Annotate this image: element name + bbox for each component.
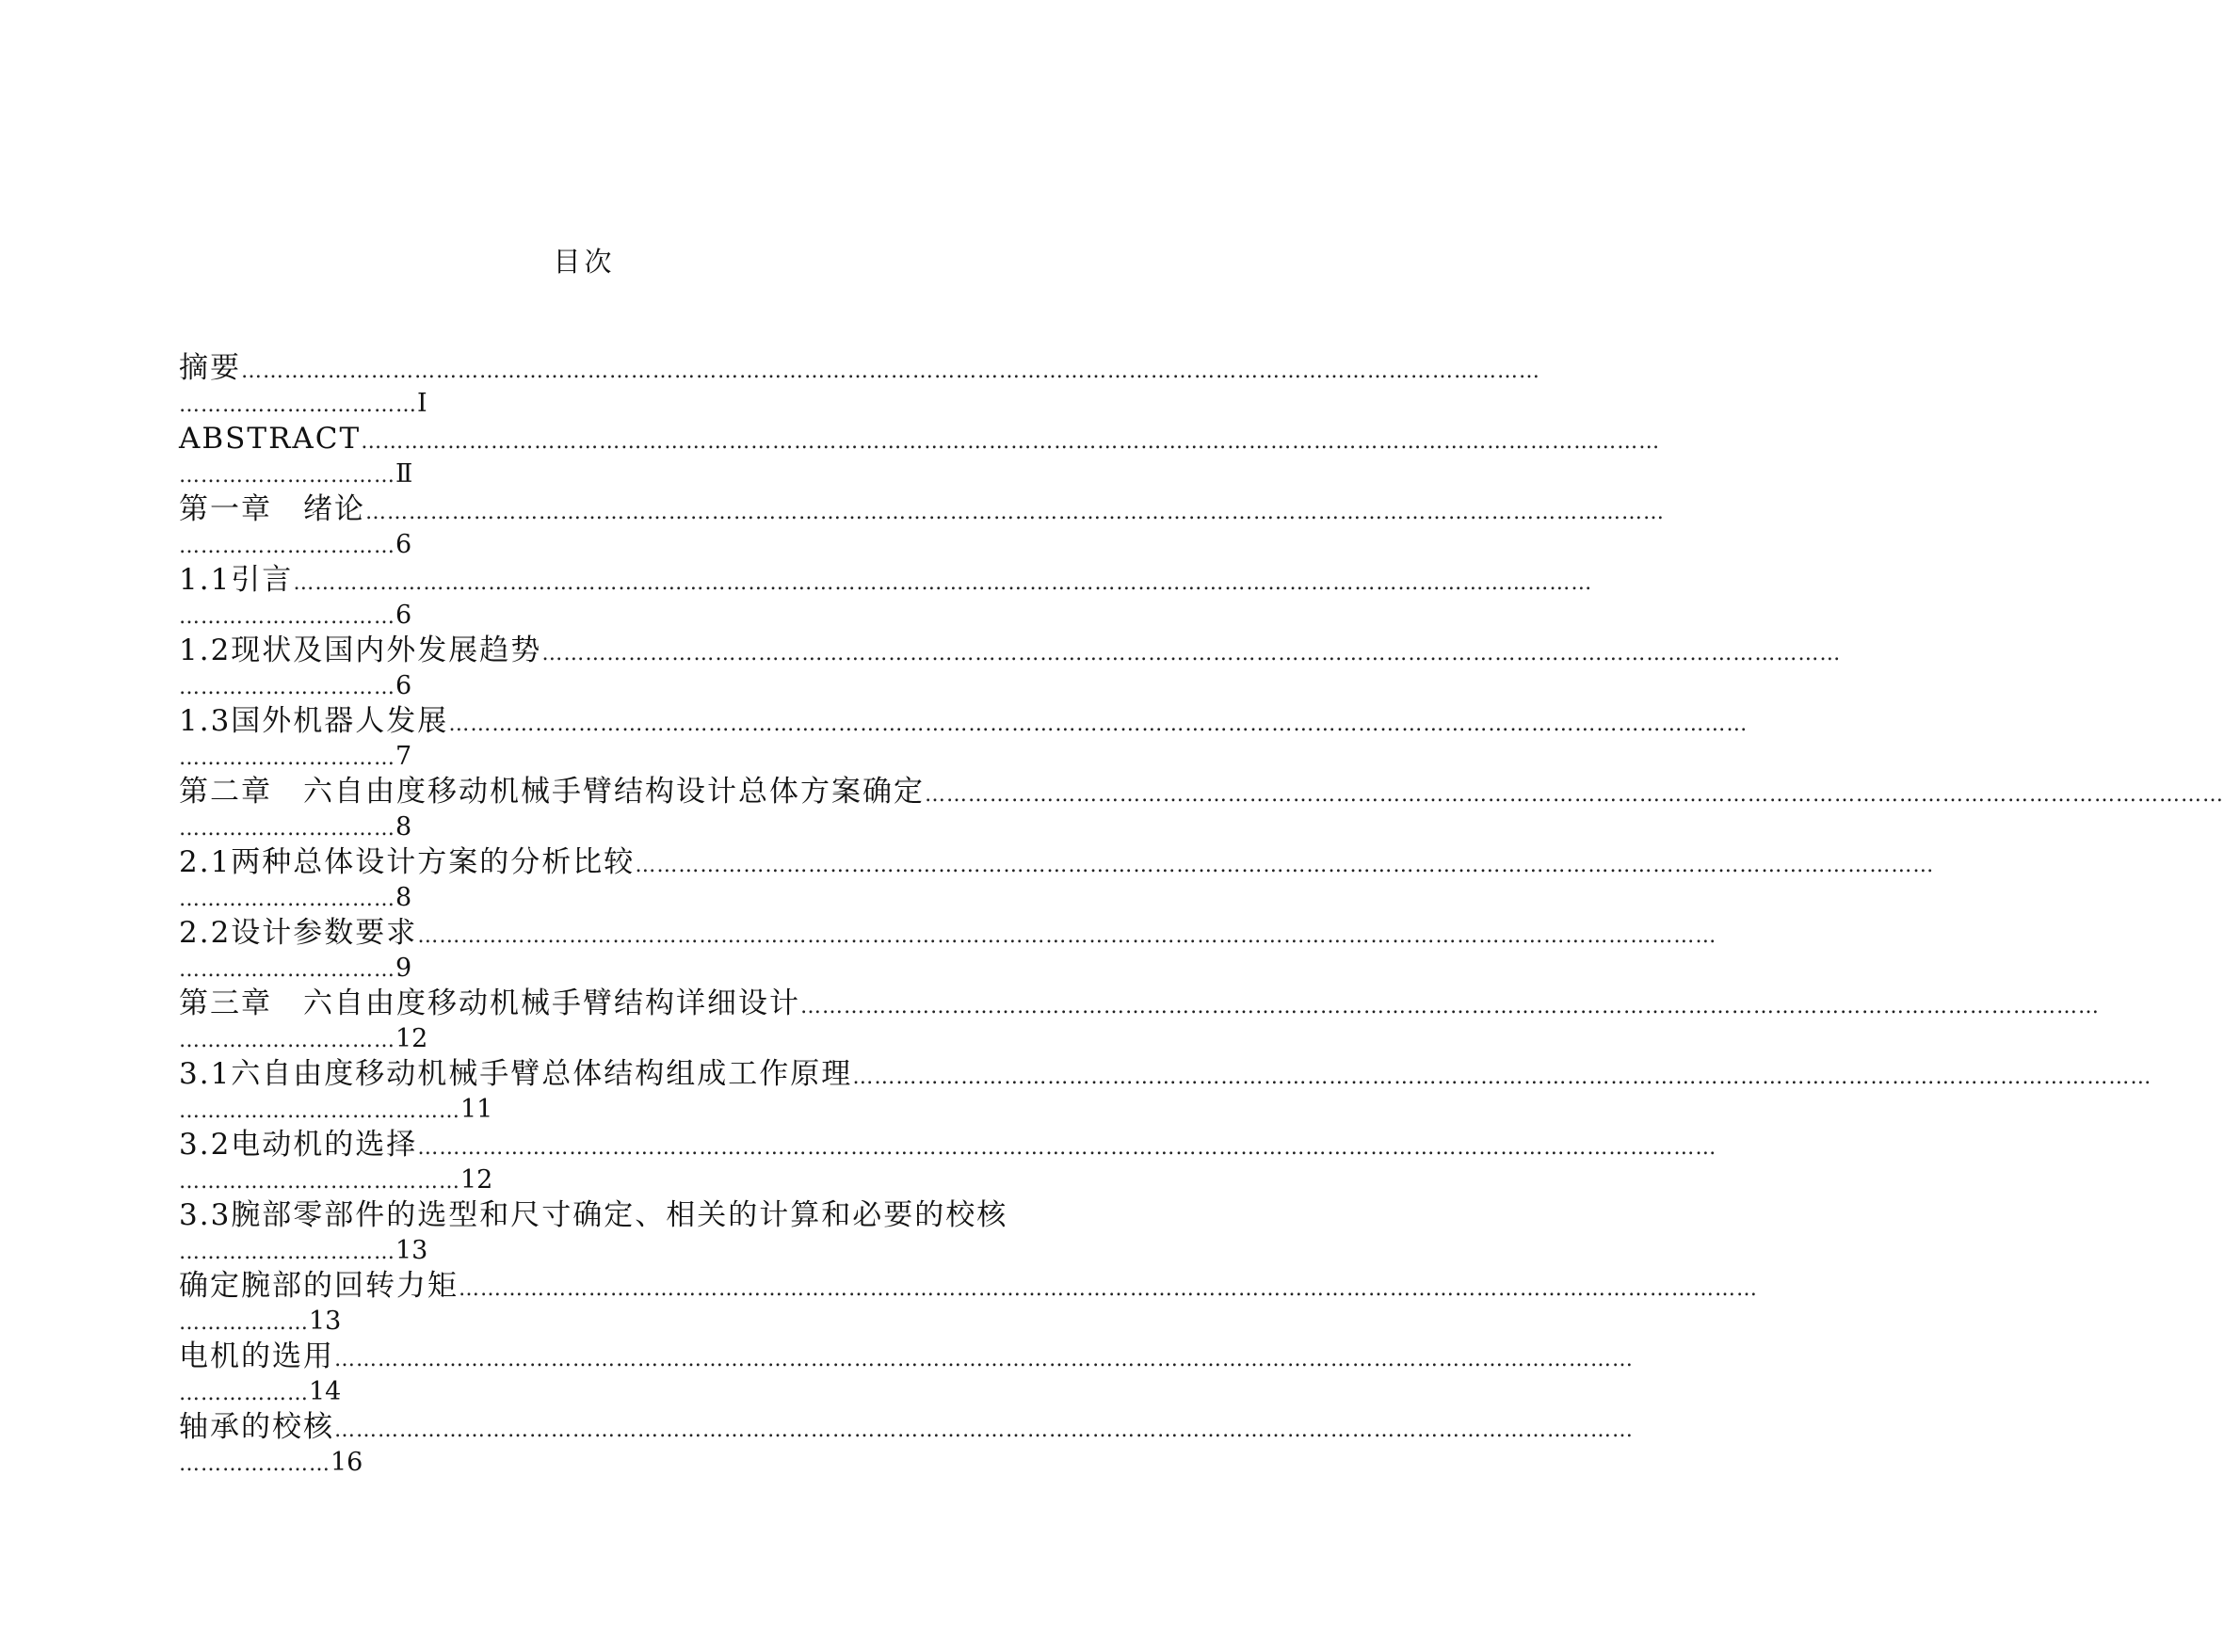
toc-page-number: 14 [309, 1377, 342, 1406]
toc-entry-page-line [179, 810, 1007, 844]
toc-entry-label: 2.2设计参数要求 [179, 916, 418, 950]
toc-leader-dots-tail: ……………… [179, 1311, 309, 1335]
toc-leader-dots-tail: …………………………… [179, 393, 417, 417]
toc-entry[interactable] [179, 562, 1593, 633]
toc-entry[interactable] [179, 1409, 1634, 1480]
toc-leader-dots: ……………………………………………………………………………………………………………………………………………………………… [241, 360, 1540, 383]
toc-leader-dots-tail: ………………… [179, 1452, 330, 1476]
toc-entry-heading-line [179, 1197, 1007, 1233]
toc-entry-page-line [179, 527, 1007, 562]
toc-entry-label: ABSTRACT [179, 422, 362, 456]
toc-leader-dots: ……………………………………………………………………………………………………………………………………………………………… [852, 1066, 2152, 1089]
toc-entry-label: 1.3国外机器人发展 [179, 704, 449, 738]
toc-entry-heading-line [179, 1056, 2152, 1092]
toc-leader-dots-tail: ………………………… [179, 817, 395, 841]
toc-page-number: 13 [395, 1236, 428, 1265]
toc-leader-dots: ……………………………………………………………………………………………………………………………………………………………… [417, 1136, 1717, 1160]
toc-leader-dots-tail: ………………………… [179, 605, 395, 629]
toc-entry-heading-line [179, 915, 1717, 951]
toc-entry-label: 确定腕部的回转力矩 [179, 1269, 459, 1303]
toc-page-number: Ⅰ [417, 389, 427, 418]
toc-entry[interactable] [179, 703, 1749, 774]
toc-entry-heading-line [179, 491, 1665, 527]
toc-entry-page-line [179, 951, 1007, 986]
toc-leader-dots-tail: ……………… [179, 1382, 309, 1405]
toc-entry-heading-line [179, 844, 1935, 880]
toc-leader-dots-tail: ………………………… [179, 888, 395, 911]
toc-entry-label: 轴承的校核 [179, 1410, 334, 1444]
toc-page-number: 11 [460, 1095, 493, 1124]
toc-leader-dots-tail: ………………………… [179, 1241, 395, 1264]
toc-leader-dots-tail: ………………………………… [179, 1099, 460, 1123]
toc-entry[interactable] [179, 1197, 1007, 1268]
toc-entry[interactable] [179, 421, 1661, 491]
toc-leader-dots: ……………………………………………………………………………………………………………………………………………………………… [635, 854, 1935, 877]
toc-entry-page-line [179, 1304, 1007, 1339]
toc-entry-label: 2.1两种总体设计方案的分析比较 [179, 845, 636, 879]
toc-entry-label: 摘要 [179, 351, 241, 385]
toc-page-number: 8 [395, 812, 412, 842]
toc-entry[interactable] [179, 844, 1935, 915]
toc-entry-heading-line [179, 986, 2100, 1021]
toc-page-number: 9 [395, 954, 412, 983]
toc-entry-page-line [179, 1021, 1007, 1056]
toc-leader-dots: ……………………………………………………………………………………………………………………………………………………………… [293, 571, 1593, 595]
toc-entry-heading-line [179, 1409, 1634, 1445]
toc-leader-dots: ……………………………………………………………………………………………………………………………………………………………… [334, 1419, 1634, 1442]
toc-entry-label: 第一章 绪论 [179, 492, 365, 526]
toc-leader-dots: ……………………………………………………………………………………………………………………………………………………………… [361, 430, 1661, 454]
toc-entry-label: 3.1六自由度移动机械手臂总体结构组成工作原理 [179, 1057, 853, 1091]
toc-page-number: 7 [395, 742, 412, 771]
toc-leader-dots-tail: ………………………… [179, 535, 395, 558]
toc-entry[interactable] [179, 491, 1665, 562]
page-title: 目次 [553, 246, 616, 278]
toc-leader-dots-tail: ………………………………… [179, 1170, 460, 1194]
toc-entry-heading-line [179, 350, 1540, 386]
toc-page-number: 6 [395, 601, 412, 630]
toc-entry-label: 第三章 六自由度移动机械手臂结构详细设计 [179, 986, 800, 1020]
toc-page-number: 13 [309, 1307, 342, 1336]
toc-entry-heading-line [179, 633, 1842, 668]
toc-entry[interactable] [179, 986, 2100, 1056]
toc-entry-heading-line [179, 1339, 1634, 1374]
toc-entry[interactable] [179, 915, 1717, 986]
toc-entry-page-line [179, 668, 1007, 703]
toc-leader-dots: ……………………………………………………………………………………………………………………………………………………………… [448, 713, 1749, 736]
toc-entry[interactable] [179, 1339, 1634, 1409]
toc-page-number: 12 [460, 1165, 493, 1195]
toc-entry-page-line [179, 598, 1007, 633]
toc-leader-dots: ……………………………………………………………………………………………………………………………………………………………… [925, 783, 2224, 807]
toc-entry-label: 1.2现状及国内外发展趋势 [179, 634, 542, 667]
toc-entry-label: 1.1引言 [179, 563, 294, 597]
toc-leader-dots-tail: ………………………… [179, 464, 395, 488]
toc-leader-dots: ……………………………………………………………………………………………………………………………………………………………… [800, 995, 2100, 1018]
toc-entry-page-line [179, 739, 1007, 774]
toc-entry-label: 电机的选用 [179, 1339, 334, 1373]
toc-entry-page-line [179, 1233, 1007, 1268]
toc-entry-heading-line [179, 1127, 1717, 1163]
toc-leader-dots: ……………………………………………………………………………………………………………………………………………………………… [365, 501, 1665, 524]
toc-entry-heading-line [179, 774, 2224, 810]
toc-page-number: 12 [395, 1024, 428, 1053]
toc-entry[interactable] [179, 633, 1842, 703]
toc-leader-dots: ……………………………………………………………………………………………………………………………………………………………… [417, 924, 1717, 948]
toc-entry-page-line [179, 386, 1007, 421]
table-of-contents [179, 350, 2224, 1480]
toc-entry-label: 3.2电动机的选择 [179, 1128, 418, 1162]
toc-leader-dots-tail: ………………………… [179, 746, 395, 770]
toc-entry[interactable] [179, 1127, 1717, 1197]
toc-entry-heading-line [179, 703, 1749, 739]
toc-entry-heading-line [179, 421, 1661, 457]
toc-entry-page-line [179, 1163, 1007, 1197]
toc-entry-page-line [179, 457, 1007, 491]
toc-leader-dots: ……………………………………………………………………………………………………………………………………………………………… [459, 1277, 1758, 1301]
toc-leader-dots-tail: ………………………… [179, 958, 395, 982]
toc-entry[interactable] [179, 1268, 1758, 1339]
toc-entry-label: 第二章 六自由度移动机械手臂结构设计总体方案确定 [179, 775, 925, 809]
toc-entry-page-line [179, 1092, 1007, 1127]
toc-leader-dots-tail: ………………………… [179, 1029, 395, 1052]
toc-page-number: 6 [395, 671, 412, 700]
toc-entry[interactable] [179, 1056, 2152, 1127]
toc-entry-page-line [179, 1445, 1007, 1480]
toc-entry-label: 3.3腕部零部件的选型和尺寸确定、相关的计算和必要的校核 [179, 1198, 1008, 1232]
toc-entry[interactable] [179, 350, 1540, 421]
toc-entry[interactable] [179, 774, 2224, 844]
toc-leader-dots: ……………………………………………………………………………………………………………………………………………………………… [334, 1348, 1634, 1371]
toc-page-number: Ⅱ [395, 459, 413, 489]
toc-entry-heading-line [179, 562, 1593, 598]
toc-leader-dots: ……………………………………………………………………………………………………………………………………………………………… [541, 642, 1842, 666]
toc-page-number: 8 [395, 883, 412, 912]
toc-leader-dots-tail: ………………………… [179, 676, 395, 699]
toc-page-number: 16 [330, 1448, 363, 1477]
toc-entry-page-line [179, 1374, 1007, 1409]
toc-entry-heading-line [179, 1268, 1758, 1304]
toc-page-number: 6 [395, 530, 412, 559]
toc-entry-page-line [179, 880, 1007, 915]
